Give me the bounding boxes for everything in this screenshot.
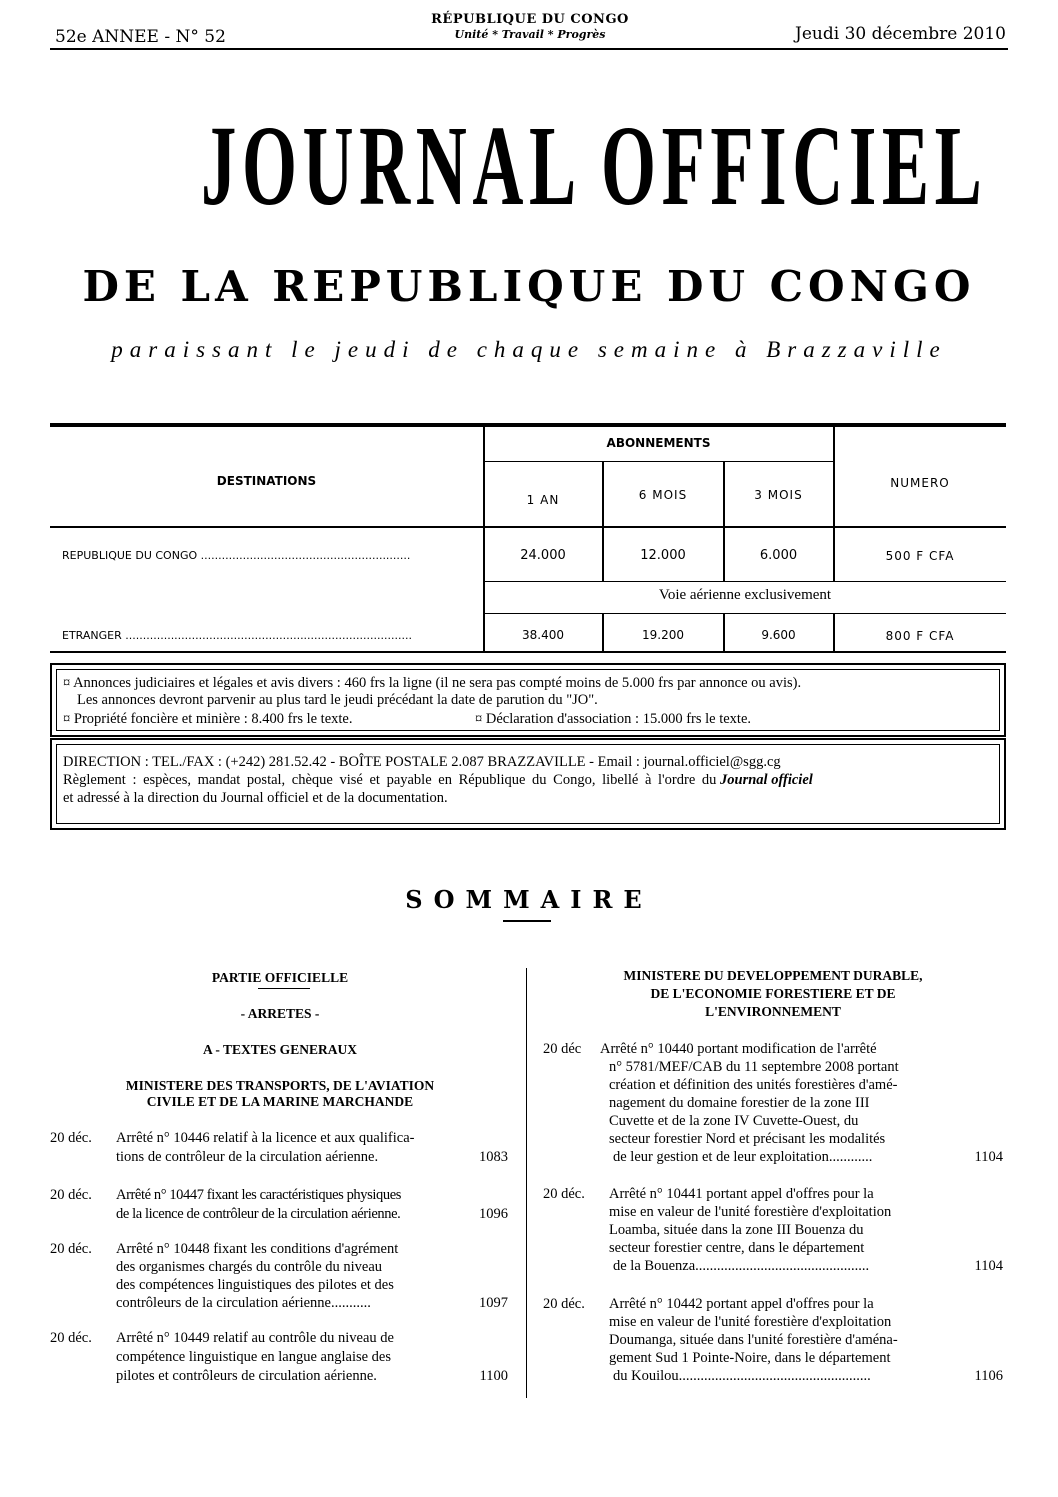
ministry-transports-line1: MINISTERE DES TRANSPORTS, DE L'AVIATION [125,1078,435,1093]
abonnements-header: ABONNEMENTS [606,436,711,450]
congo-3mois: 6.000 [759,548,798,563]
sommaire-title: SOMMAIRE [405,885,653,914]
entry-line: Arrêté n° 10446 relatif à la licence et aux qualifica- [116,1130,415,1146]
journal-tagline: paraissant le jeudi de chaque semaine à Brazzaville [111,337,947,362]
entry-page: 1100 [479,1368,508,1384]
journal-officiel-ref: Journal officiel [720,772,813,788]
entry-page: 1106 [974,1368,1003,1384]
entry-line: de la Bouenza................................................ [613,1258,870,1274]
entry-date: 20 déc. [50,1187,92,1203]
table-divider [484,613,1006,614]
ministry-forest-line2: DE L'ECONOMIE FORESTIERE ET DE [650,986,896,1001]
entry-page: 1104 [974,1149,1003,1165]
ministry-forest-line3: L'ENVIRONNEMENT [705,1004,841,1019]
journal-title: JOURNAL OFFICIEL [201,102,988,229]
partie-officielle-heading: PARTIE OFFICIELLE [211,970,349,985]
voie-aerienne-note: Voie aérienne exclusivement [658,587,832,603]
entry-line: Arrêté n° 10442 portant appel d'offres pour la [609,1296,874,1312]
direction-box [50,738,1006,830]
entry-line: des organismes chargés du contrôle du niveau [116,1259,383,1275]
entry-line: de la licence de contrôleur de la circulation aérienne. [116,1206,401,1222]
country-name: RÉPUBLIQUE DU CONGO [431,12,629,27]
entry-line: Doumanga, située dans l'unité forestière d'aména- [609,1332,898,1348]
entry-line: Arrêté n° 10449 relatif au contrôle du niveau de [116,1330,394,1346]
entry-line: gement Sud 1 Pointe-Noire, dans le département [609,1350,891,1366]
reglement-text: Règlement : espèces, mandat postal, chèque visé et payable en République du Congo, libellé à l'ordre du [63,772,717,788]
etranger-numero: 800 F CFA [885,629,955,643]
entry-line: mise en valeur de l'unité forestière d'exploitation [609,1314,892,1330]
col-6mois: 6 MOIS [638,488,688,502]
entry-line: pilotes et contrôleurs de circulation aérienne. [116,1368,377,1384]
entry-line: tions de contrôleur de la circulation aérienne. [116,1149,379,1165]
entry-line: création et définition des unités forestières d'amé- [609,1077,898,1093]
table-divider [602,461,604,581]
table-top-border [50,423,1006,427]
direction-inner [56,744,1000,824]
national-motto: Unité * Travail * Progrès [454,28,606,41]
notice-line-3a: ¤ Propriété foncière et minière : 8.400 frs le texte. [63,711,353,727]
entry-line: Arrêté n° 10441 portant appel d'offres pour la [609,1186,874,1202]
entry-date: 20 déc. [50,1130,92,1146]
journal-subtitle: DE LA REPUBLIQUE DU CONGO [82,262,976,311]
entry-line: secteur forestier centre, dans le département [609,1240,865,1256]
partie-underline [258,988,310,989]
edition-number: 52e ANNEE - N° 52 [55,27,226,47]
congo-6mois: 12.000 [640,548,686,563]
entry-line: compétence linguistique en langue anglaise des [116,1349,392,1365]
col-1an: 1 AN [526,493,560,507]
entry-line: Arrêté n° 10447 fixant les caractéristiques physiques [116,1187,401,1203]
entry-date: 20 déc [543,1041,582,1057]
entry-line: mise en valeur de l'unité forestière d'exploitation [609,1204,892,1220]
arretes-heading: - ARRETES - [240,1006,320,1021]
direction-line-1: DIRECTION : TEL./FAX : (+242) 281.52.42 - BOÎTE POSTALE 2.087 BRAZZAVILLE - Email : journal.officiel@sgg.cg [63,754,781,770]
entry-line: du Kouilou..................................................... [613,1368,871,1384]
entry-date: 20 déc. [50,1241,92,1257]
entry-date: 20 déc. [543,1296,585,1312]
notices-box [50,663,1006,737]
table-divider [723,461,725,581]
congo-numero: 500 F CFA [885,549,955,563]
table-bottom-border [50,651,1006,653]
sommaire-underline [503,920,551,922]
ministry-transports-line2: CIVILE ET DE LA MARINE MARCHANDE [146,1094,414,1109]
entry-line: Arrêté n° 10440 portant modification de l'arrêté [600,1041,877,1057]
direction-line-3: et adressé à la direction du Journal officiel et de la documentation. [63,790,448,806]
destinations-header: DESTINATIONS [216,474,317,488]
entry-line: Arrêté n° 10448 fixant les conditions d'agrément [116,1241,399,1257]
table-divider [483,425,485,652]
numero-header: NUMERO [890,476,950,490]
etranger-6mois: 19.200 [642,628,684,642]
entry-line: Cuvette et de la zone IV Cuvette-Ouest, du [609,1113,859,1129]
entry-date: 20 déc. [50,1330,92,1346]
entry-page: 1096 [479,1206,508,1222]
notice-line-1: ¤ Annonces judiciaires et légales et avis divers : 460 frs la ligne (il ne sera pas compté moins de 5.000 frs par annonce ou avis). [63,675,802,691]
etranger-1an: 38.400 [522,628,564,642]
entry-line: de leur gestion et de leur exploitation............ [613,1149,873,1165]
table-divider [484,461,834,462]
notices-inner [56,669,1000,731]
entry-line: n° 5781/MEF/CAB du 11 septembre 2008 portant [609,1059,899,1075]
notice-line-2: Les annonces devront parvenir au plus tard le jeudi précédant la date de parution du "JO". [77,692,598,708]
entry-line: secteur forestier Nord et précisant les modalités [609,1131,886,1147]
column-divider [526,968,527,1398]
notice-line-3b: ¤ Déclaration d'association : 15.000 frs le texte. [475,711,752,727]
col-3mois: 3 MOIS [754,488,803,502]
entry-page: 1083 [479,1149,508,1165]
row-label-etranger: ETRANGER .................................................................................. [62,629,412,642]
entry-page: 1097 [479,1295,508,1311]
entry-line: nagement du domaine forestier de la zone III [609,1095,870,1111]
entry-page: 1104 [974,1258,1003,1274]
textes-generaux-heading: A - TEXTES GENERAUX [203,1042,357,1057]
tariff-table [0,0,1058,660]
row-label-congo: REPUBLIQUE DU CONGO ............................................................ [62,549,411,562]
ministry-forest-line1: MINISTERE DU DEVELOPPEMENT DURABLE, [623,968,923,983]
entry-date: 20 déc. [543,1186,585,1202]
entry-line: Loamba, située dans la zone III Bouenza du [609,1222,864,1238]
direction-line-2 [63,772,993,789]
issue-date: Jeudi 30 décembre 2010 [795,24,1006,44]
congo-1an: 24.000 [520,548,566,563]
etranger-3mois: 9.600 [761,628,796,642]
entry-line: contrôleurs de la circulation aérienne........... [116,1295,371,1311]
table-header-border [50,526,1006,528]
table-divider [484,581,1006,582]
entry-line: des compétences linguistiques des pilotes et des [116,1277,394,1293]
